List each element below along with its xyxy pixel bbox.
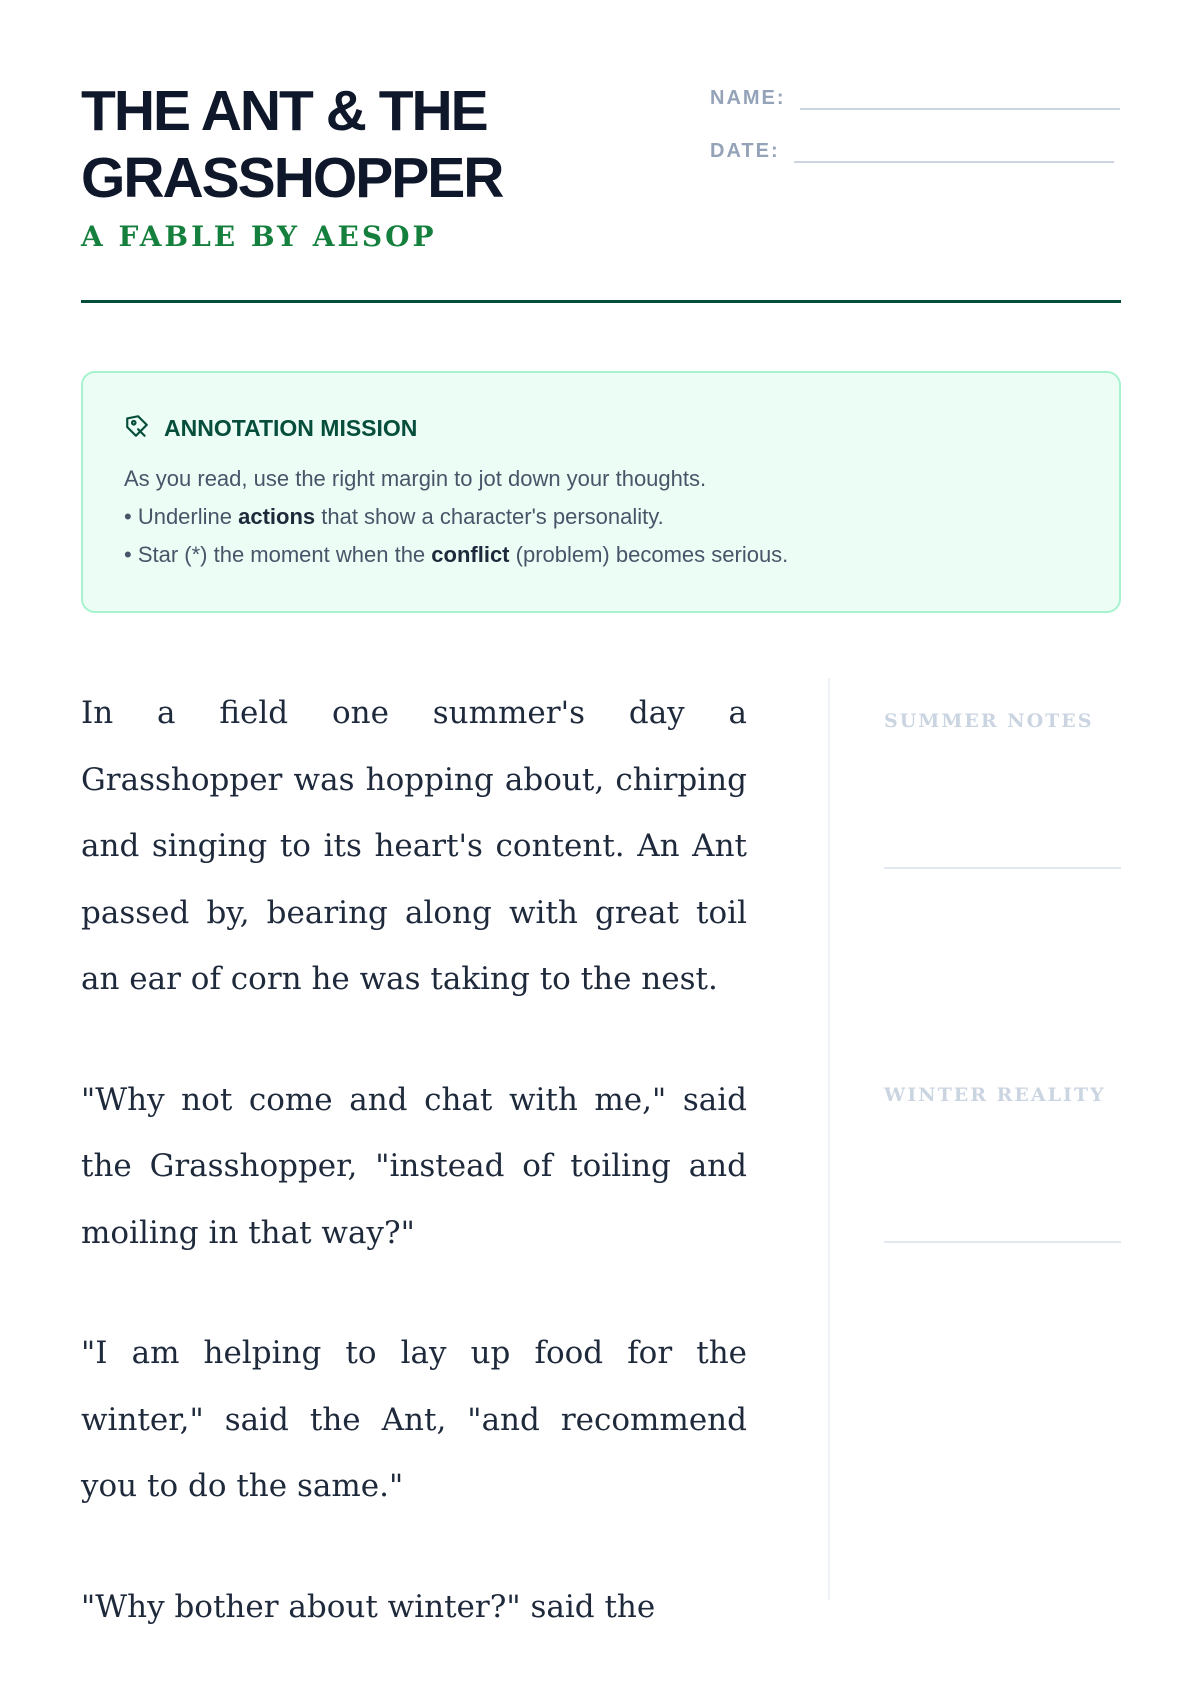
summer-notes-label: SUMMER NOTES [884,710,1094,732]
story-paragraph: "Why bother about winter?" said the [81,1588,656,1625]
date-field[interactable] [710,139,1114,163]
mission-bullet-2: • Star (*) the moment when the conflict (problem) becomes serious. [124,542,789,567]
pen-icon [124,413,150,444]
date-line[interactable] [794,139,1114,163]
story-text [81,680,747,1694]
summer-notes-line[interactable] [884,867,1121,869]
title-line-1: THE ANT & THE [81,79,487,143]
date-label: DATE: [710,140,780,162]
winter-reality-line[interactable] [884,1241,1121,1243]
story-paragraph: "Why not come and chat with me," said the Grasshopper, "instead of toiling and moiling in that way?" [81,1081,747,1251]
margin-divider [828,678,830,1600]
annotation-mission-box [81,371,1121,613]
subtitle: A FABLE BY AESOP [81,220,437,253]
header-divider [81,300,1121,303]
mission-header [124,413,1078,444]
mission-intro: As you read, use the right margin to jot down your thoughts. [124,466,707,491]
name-field[interactable] [710,86,1120,110]
mission-bullet-1: • Underline actions that show a character's personality. [124,504,664,529]
mission-title: ANNOTATION MISSION [164,415,418,441]
winter-reality-label: WINTER REALITY [884,1084,1106,1106]
name-label: NAME: [710,87,786,109]
page-title [81,78,601,212]
name-line[interactable] [800,86,1120,110]
story-paragraph: In a field one summer's day a Grasshopper was hopping about, chirping and singing to its heart's content. An Ant passed by, bearing along with great toil an ear of corn he was taking to the nest. [81,695,747,997]
title-line-2: GRASSHOPPER [81,146,503,210]
story-paragraph: "I am helping to lay up food for the winter," said the Ant, "and recommend you to do the same." [81,1335,747,1504]
